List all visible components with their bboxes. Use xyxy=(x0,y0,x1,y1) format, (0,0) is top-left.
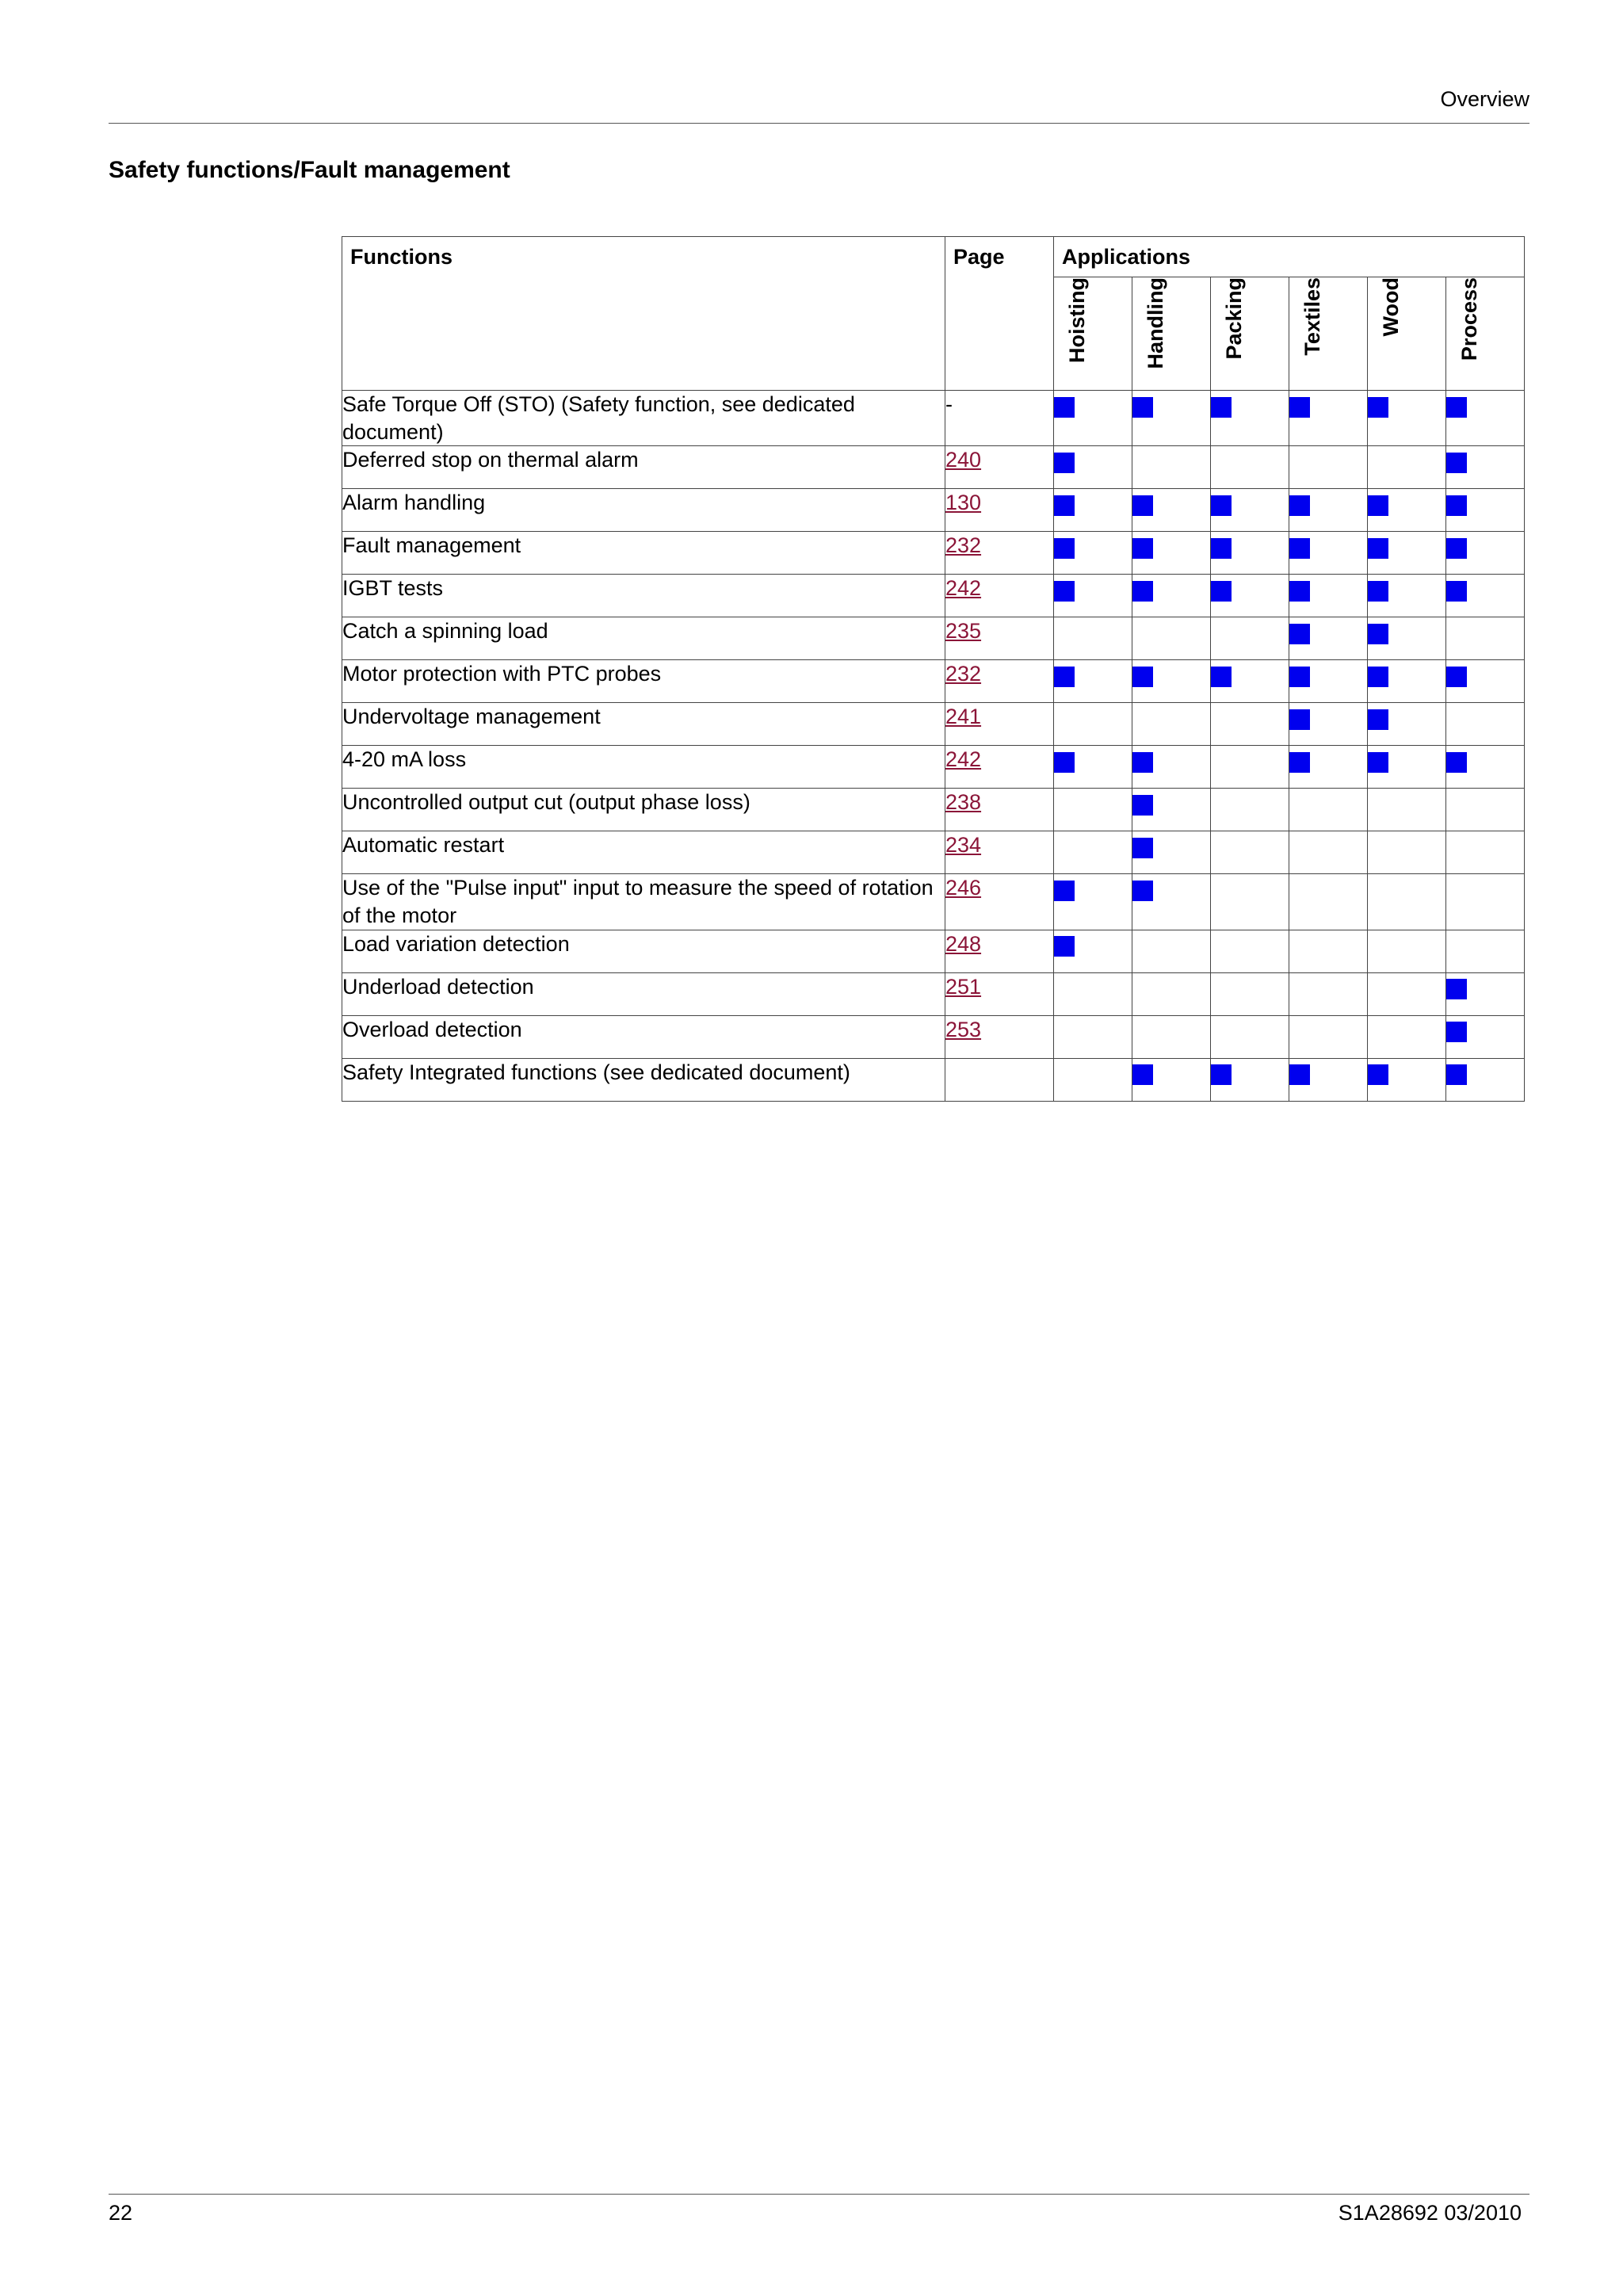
applicable-mark-icon xyxy=(1054,397,1075,418)
page-cell xyxy=(945,1058,1054,1101)
app-cell-handling xyxy=(1132,575,1211,617)
function-name: Safety Integrated functions (see dedicated document) xyxy=(342,1058,945,1101)
page-link[interactable]: 253 xyxy=(945,1017,982,1041)
page-cell xyxy=(945,532,1054,575)
app-cell-hoisting xyxy=(1054,532,1132,575)
page-link[interactable]: 232 xyxy=(945,662,982,686)
page-cell xyxy=(945,446,1054,489)
function-name: IGBT tests xyxy=(342,575,945,617)
page-link[interactable]: 130 xyxy=(945,491,982,515)
app-cell-hoisting xyxy=(1054,789,1132,831)
table-row xyxy=(342,660,1525,703)
applicable-mark-icon xyxy=(1289,624,1310,644)
app-cell-packing xyxy=(1211,617,1289,660)
app-cell-textiles xyxy=(1289,660,1368,703)
app-cell-textiles xyxy=(1289,789,1368,831)
app-cell-wood xyxy=(1368,1015,1446,1058)
app-cell-wood xyxy=(1368,391,1446,446)
applicable-mark-icon xyxy=(1446,538,1467,559)
app-cell-process xyxy=(1446,972,1525,1015)
applicable-mark-icon xyxy=(1289,667,1310,687)
applicable-mark-icon xyxy=(1054,667,1075,687)
applicable-mark-icon xyxy=(1368,624,1388,644)
applicable-mark-icon xyxy=(1446,1022,1467,1042)
applicable-mark-icon xyxy=(1289,581,1310,602)
app-cell-hoisting xyxy=(1054,446,1132,489)
app-cell-packing xyxy=(1211,703,1289,746)
table-row xyxy=(342,930,1525,972)
app-cell-hoisting xyxy=(1054,391,1132,446)
applicable-mark-icon xyxy=(1132,752,1153,773)
applicable-mark-icon xyxy=(1054,495,1075,516)
applicable-mark-icon xyxy=(1054,881,1075,901)
app-cell-packing xyxy=(1211,1015,1289,1058)
applicable-mark-icon xyxy=(1132,881,1153,901)
app-cell-process xyxy=(1446,391,1525,446)
app-cell-wood xyxy=(1368,746,1446,789)
applicable-mark-icon xyxy=(1289,397,1310,418)
app-cell-textiles xyxy=(1289,703,1368,746)
app-cell-handling xyxy=(1132,489,1211,532)
app-cell-hoisting xyxy=(1054,489,1132,532)
page-cell xyxy=(945,746,1054,789)
function-name: Use of the "Pulse input" input to measure the speed of rotation of the motor xyxy=(342,874,945,930)
page-link[interactable]: 240 xyxy=(945,448,982,472)
applicable-mark-icon xyxy=(1446,979,1467,999)
function-name: Automatic restart xyxy=(342,831,945,874)
page-link[interactable]: 251 xyxy=(945,974,982,999)
function-name: Alarm handling xyxy=(342,489,945,532)
applicable-mark-icon xyxy=(1054,581,1075,602)
app-cell-handling xyxy=(1132,930,1211,972)
table-body xyxy=(342,391,1525,1101)
table-row xyxy=(342,446,1525,489)
app-cell-process xyxy=(1446,446,1525,489)
app-cell-hoisting xyxy=(1054,746,1132,789)
app-header-handling: Handling xyxy=(1132,277,1211,391)
applicable-mark-icon xyxy=(1054,453,1075,473)
table-row xyxy=(342,874,1525,930)
app-cell-hoisting xyxy=(1054,1015,1132,1058)
applicable-mark-icon xyxy=(1446,397,1467,418)
function-name: Safe Torque Off (STO) (Safety function, see dedicated document) xyxy=(342,391,945,446)
page-number: 22 xyxy=(109,2201,133,2225)
applicable-mark-icon xyxy=(1289,495,1310,516)
page-link[interactable]: 235 xyxy=(945,619,982,644)
page-link[interactable]: 242 xyxy=(945,747,982,772)
app-cell-wood xyxy=(1368,703,1446,746)
page-cell xyxy=(945,1015,1054,1058)
app-cell-hoisting xyxy=(1054,1058,1132,1101)
app-cell-packing xyxy=(1211,489,1289,532)
applicable-mark-icon xyxy=(1368,1064,1388,1085)
app-cell-handling xyxy=(1132,1058,1211,1101)
applicable-mark-icon xyxy=(1289,538,1310,559)
table-row xyxy=(342,789,1525,831)
applicable-mark-icon xyxy=(1211,397,1232,418)
app-cell-handling xyxy=(1132,874,1211,930)
app-cell-process xyxy=(1446,930,1525,972)
applicable-mark-icon xyxy=(1132,1064,1153,1085)
page-cell xyxy=(945,617,1054,660)
page-link[interactable]: 232 xyxy=(945,533,982,558)
app-cell-packing xyxy=(1211,391,1289,446)
app-cell-process xyxy=(1446,746,1525,789)
app-cell-packing xyxy=(1211,532,1289,575)
app-cell-handling xyxy=(1132,789,1211,831)
app-cell-textiles xyxy=(1289,617,1368,660)
app-cell-packing xyxy=(1211,575,1289,617)
applicable-mark-icon xyxy=(1368,709,1388,730)
app-cell-hoisting xyxy=(1054,575,1132,617)
page-cell xyxy=(945,831,1054,874)
app-cell-packing xyxy=(1211,831,1289,874)
applicable-mark-icon xyxy=(1211,495,1232,516)
app-cell-textiles xyxy=(1289,930,1368,972)
app-cell-packing xyxy=(1211,874,1289,930)
app-cell-process xyxy=(1446,660,1525,703)
app-cell-textiles xyxy=(1289,831,1368,874)
app-cell-packing xyxy=(1211,789,1289,831)
app-cell-textiles xyxy=(1289,746,1368,789)
app-cell-textiles xyxy=(1289,575,1368,617)
page-cell xyxy=(945,489,1054,532)
applicable-mark-icon xyxy=(1446,453,1467,473)
applicable-mark-icon xyxy=(1289,709,1310,730)
app-cell-hoisting xyxy=(1054,617,1132,660)
app-cell-process xyxy=(1446,489,1525,532)
app-cell-textiles xyxy=(1289,391,1368,446)
applicable-mark-icon xyxy=(1368,538,1388,559)
app-cell-handling xyxy=(1132,446,1211,489)
applicable-mark-icon xyxy=(1446,581,1467,602)
applicable-mark-icon xyxy=(1446,1064,1467,1085)
page-header: Page xyxy=(945,237,1054,391)
applicable-mark-icon xyxy=(1054,936,1075,957)
table-row xyxy=(342,1058,1525,1101)
app-cell-hoisting xyxy=(1054,972,1132,1015)
app-cell-wood xyxy=(1368,446,1446,489)
app-cell-process xyxy=(1446,575,1525,617)
app-cell-process xyxy=(1446,789,1525,831)
app-cell-handling xyxy=(1132,746,1211,789)
table-row xyxy=(342,972,1525,1015)
function-name: Deferred stop on thermal alarm xyxy=(342,446,945,489)
app-cell-hoisting xyxy=(1054,660,1132,703)
function-name: Fault management xyxy=(342,532,945,575)
applicable-mark-icon xyxy=(1211,581,1232,602)
applicable-mark-icon xyxy=(1054,752,1075,773)
app-cell-wood xyxy=(1368,575,1446,617)
page-link[interactable]: 238 xyxy=(945,790,982,815)
app-cell-process xyxy=(1446,831,1525,874)
applicable-mark-icon xyxy=(1132,581,1153,602)
app-cell-packing xyxy=(1211,746,1289,789)
app-cell-process xyxy=(1446,874,1525,930)
function-name: Catch a spinning load xyxy=(342,617,945,660)
app-cell-process xyxy=(1446,532,1525,575)
app-cell-textiles xyxy=(1289,1015,1368,1058)
app-cell-handling xyxy=(1132,617,1211,660)
app-cell-wood xyxy=(1368,874,1446,930)
applicable-mark-icon xyxy=(1132,397,1153,418)
app-header-hoisting: Hoisting xyxy=(1054,277,1132,391)
running-header: Overview xyxy=(1440,87,1529,111)
table-row xyxy=(342,746,1525,789)
app-cell-textiles xyxy=(1289,489,1368,532)
app-cell-textiles xyxy=(1289,532,1368,575)
header-rule xyxy=(109,123,1529,124)
page-cell xyxy=(945,660,1054,703)
page-link[interactable]: 248 xyxy=(945,931,982,956)
applicable-mark-icon xyxy=(1211,1064,1232,1085)
functions-header: Functions xyxy=(342,237,945,391)
applicable-mark-icon xyxy=(1132,495,1153,516)
table-row xyxy=(342,703,1525,746)
app-cell-packing xyxy=(1211,972,1289,1015)
applicable-mark-icon xyxy=(1211,667,1232,687)
page-cell xyxy=(945,972,1054,1015)
app-cell-hoisting xyxy=(1054,874,1132,930)
app-cell-textiles xyxy=(1289,972,1368,1015)
footer-rule xyxy=(109,2194,1529,2195)
table-row xyxy=(342,617,1525,660)
app-cell-packing xyxy=(1211,446,1289,489)
page-cell xyxy=(945,930,1054,972)
app-header-packing: Packing xyxy=(1211,277,1289,391)
app-cell-textiles xyxy=(1289,874,1368,930)
table-row xyxy=(342,575,1525,617)
app-cell-wood xyxy=(1368,532,1446,575)
page-cell xyxy=(945,874,1054,930)
applicable-mark-icon xyxy=(1132,667,1153,687)
applicable-mark-icon xyxy=(1289,1064,1310,1085)
app-cell-packing xyxy=(1211,1058,1289,1101)
app-cell-process xyxy=(1446,617,1525,660)
app-header-textiles: Textiles xyxy=(1289,277,1368,391)
applicable-mark-icon xyxy=(1446,752,1467,773)
applicable-mark-icon xyxy=(1132,838,1153,858)
applicable-mark-icon xyxy=(1368,752,1388,773)
table-row xyxy=(342,831,1525,874)
function-name: Uncontrolled output cut (output phase loss) xyxy=(342,789,945,831)
page-link[interactable]: 234 xyxy=(945,833,982,858)
applicable-mark-icon xyxy=(1132,538,1153,559)
app-cell-process xyxy=(1446,1015,1525,1058)
app-cell-handling xyxy=(1132,532,1211,575)
app-cell-process xyxy=(1446,1058,1525,1101)
function-name: Underload detection xyxy=(342,972,945,1015)
app-cell-handling xyxy=(1132,703,1211,746)
applicable-mark-icon xyxy=(1054,538,1075,559)
app-cell-hoisting xyxy=(1054,703,1132,746)
app-cell-handling xyxy=(1132,1015,1211,1058)
document-reference: S1A28692 03/2010 xyxy=(1338,2201,1522,2225)
app-cell-wood xyxy=(1368,660,1446,703)
page-link[interactable]: 241 xyxy=(945,705,982,729)
functions-table xyxy=(342,236,1525,1102)
app-cell-process xyxy=(1446,703,1525,746)
table-row xyxy=(342,1015,1525,1058)
function-name: 4-20 mA loss xyxy=(342,746,945,789)
app-cell-hoisting xyxy=(1054,930,1132,972)
app-cell-wood xyxy=(1368,831,1446,874)
applicable-mark-icon xyxy=(1211,538,1232,559)
app-cell-packing xyxy=(1211,660,1289,703)
app-cell-wood xyxy=(1368,789,1446,831)
applicable-mark-icon xyxy=(1368,581,1388,602)
app-cell-wood xyxy=(1368,617,1446,660)
applicable-mark-icon xyxy=(1446,667,1467,687)
page-cell xyxy=(945,789,1054,831)
app-cell-packing xyxy=(1211,930,1289,972)
table-row xyxy=(342,489,1525,532)
page-cell xyxy=(945,575,1054,617)
section-title: Safety functions/Fault management xyxy=(109,157,510,183)
app-cell-hoisting xyxy=(1054,831,1132,874)
applicable-mark-icon xyxy=(1368,495,1388,516)
app-cell-textiles xyxy=(1289,446,1368,489)
app-header-process: Process xyxy=(1446,277,1525,391)
app-cell-handling xyxy=(1132,391,1211,446)
app-cell-textiles xyxy=(1289,1058,1368,1101)
app-cell-handling xyxy=(1132,660,1211,703)
app-cell-wood xyxy=(1368,972,1446,1015)
function-name: Overload detection xyxy=(342,1015,945,1058)
app-cell-wood xyxy=(1368,930,1446,972)
page-link[interactable]: 246 xyxy=(945,876,982,900)
app-cell-handling xyxy=(1132,972,1211,1015)
applicable-mark-icon xyxy=(1132,795,1153,816)
app-header-wood: Wood xyxy=(1368,277,1446,391)
page-link[interactable]: 242 xyxy=(945,576,982,601)
function-name: Load variation detection xyxy=(342,930,945,972)
header-row xyxy=(342,237,1525,277)
applications-header: Applications xyxy=(1054,237,1525,277)
app-cell-wood xyxy=(1368,489,1446,532)
applicable-mark-icon xyxy=(1446,495,1467,516)
page-cell xyxy=(945,703,1054,746)
function-name: Motor protection with PTC probes xyxy=(342,660,945,703)
app-cell-handling xyxy=(1132,831,1211,874)
applicable-mark-icon xyxy=(1289,752,1310,773)
app-cell-wood xyxy=(1368,1058,1446,1101)
applicable-mark-icon xyxy=(1368,667,1388,687)
table-row xyxy=(342,391,1525,446)
applicable-mark-icon xyxy=(1368,397,1388,418)
function-name: Undervoltage management xyxy=(342,703,945,746)
page-cell: - xyxy=(945,391,1054,446)
table-row xyxy=(342,532,1525,575)
